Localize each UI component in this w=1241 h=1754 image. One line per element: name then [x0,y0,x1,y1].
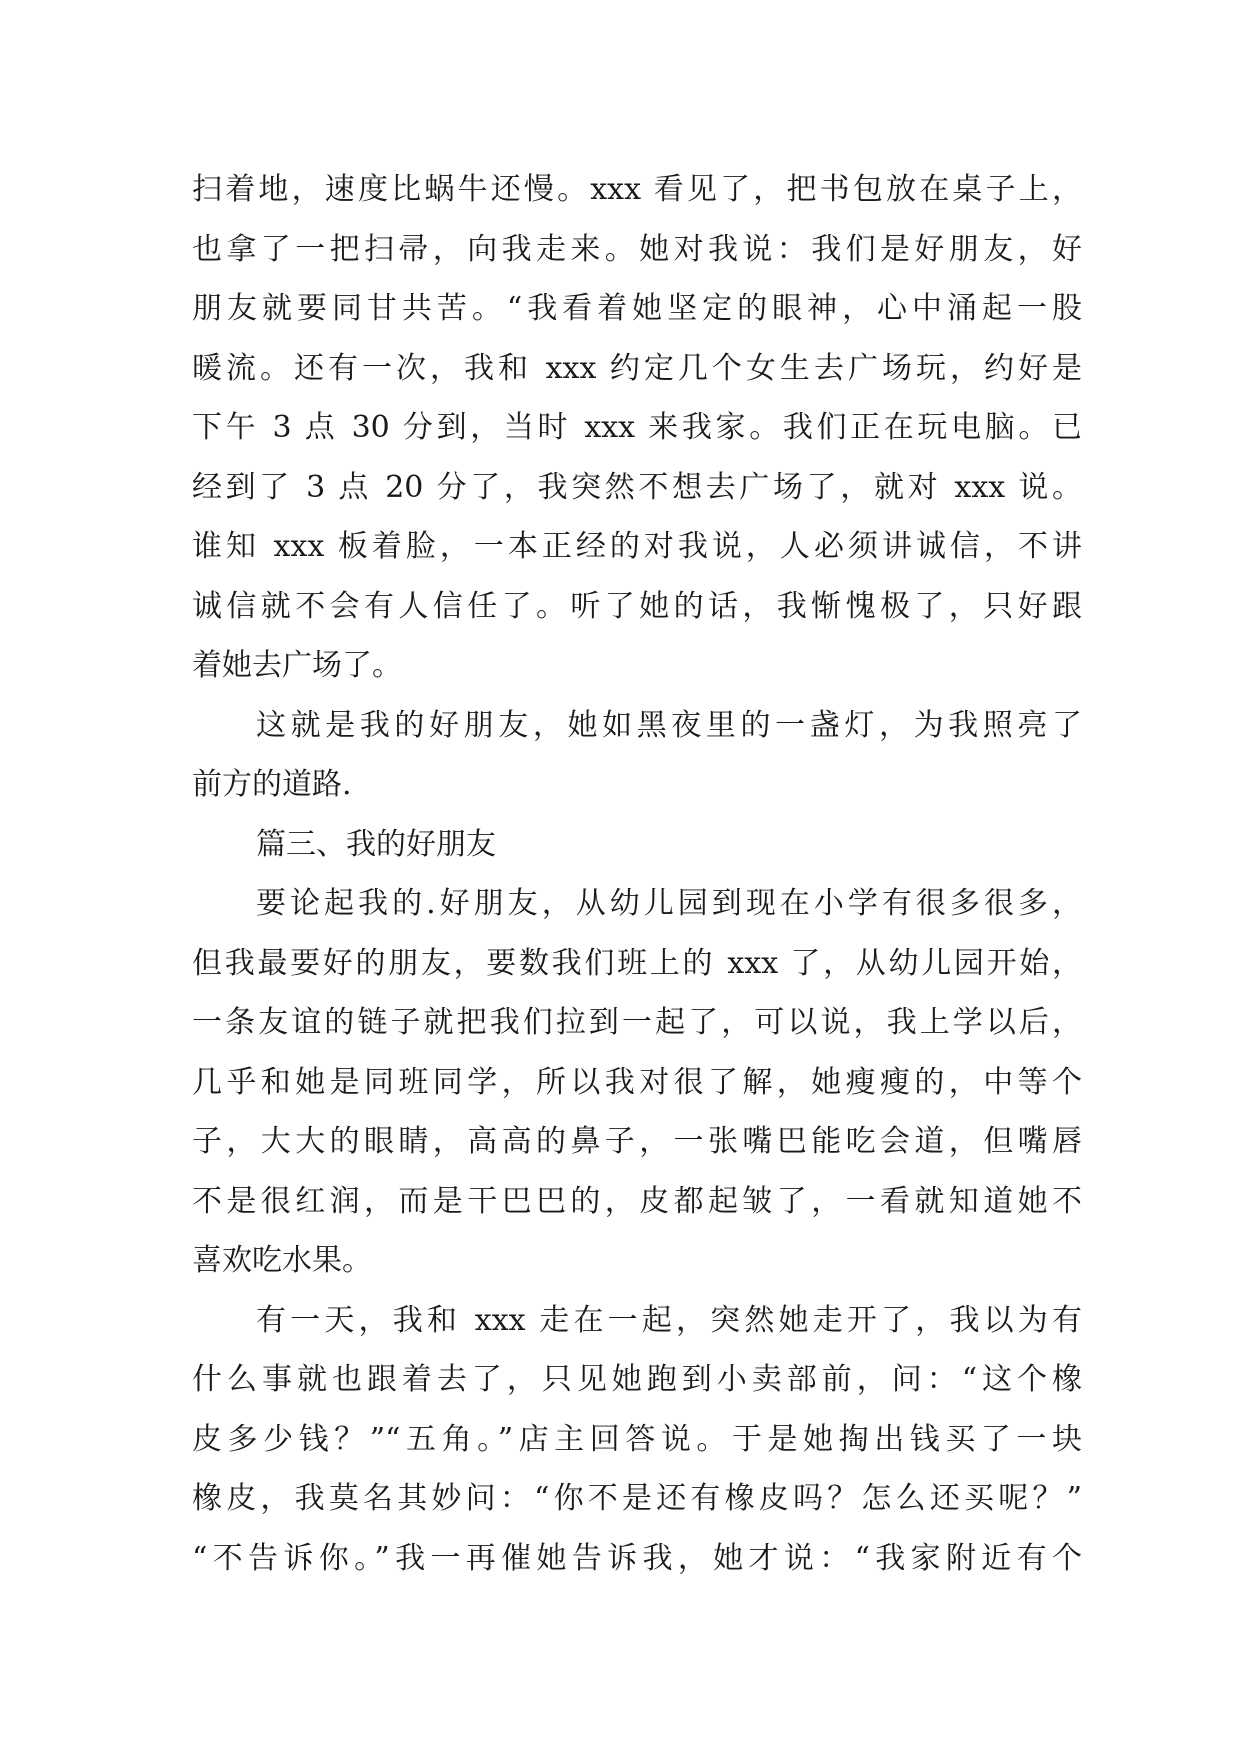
text-line: 下午 3 点 30 分到，当时 xxx 来我家。我们正在玩电脑。已 [192,410,1082,445]
text-line: 子，大大的眼睛，高高的鼻子，一张嘴巴能吃会道，但嘴唇 [192,1124,1082,1159]
text-line: 一条友谊的链子就把我们拉到一起了，可以说，我上学以后， [192,1005,1082,1040]
text-line: 皮多少钱？”“五角。”店主回答说。于是她掏出钱买了一块 [192,1421,1082,1457]
text-line: “不告诉你。”我一再催她告诉我，她才说：“我家附近有个 [192,1540,1082,1576]
text-line: 扫着地，速度比蜗牛还慢。xxx 看见了，把书包放在桌子上， [192,172,1082,207]
text-line: 暖流。还有一次，我和 xxx 约定几个女生去广场玩，约好是 [192,350,1082,386]
text-line: 几乎和她是同班同学，所以我对很了解，她瘦瘦的，中等个 [192,1064,1082,1100]
text-line: 橡皮，我莫名其妙问：“你不是还有橡皮吗？怎么还买呢？” [192,1481,1082,1516]
text-line: 经到了 3 点 20 分了，我突然不想去广场了，就对 xxx 说。 [192,469,1082,505]
text-line: 前方的道路. [192,767,352,802]
text-line: 也拿了一把扫帚，向我走来。她对我说：我们是好朋友，好 [192,231,1082,267]
text-line: 不是很红润，而是干巴巴的，皮都起皱了，一看就知道她不 [192,1183,1082,1219]
text-line: 但我最要好的朋友，要数我们班上的 xxx 了，从幼儿园开始， [192,945,1082,981]
text-line: 篇三、我的好朋友 [256,826,496,862]
text-line: 朋友就要同甘共苦。“我看着她坚定的眼神，心中涌起一股 [192,291,1082,326]
text-line: 喜欢吃水果。 [192,1243,372,1278]
text-line: 谁知 xxx 板着脸，一本正经的对我说，人必须讲诚信，不讲 [192,529,1082,564]
text-line: 诚信就不会有人信任了。听了她的话，我惭愧极了，只好跟 [192,588,1082,624]
text-line: 要论起我的.好朋友，从幼儿园到现在小学有很多很多， [256,886,1082,921]
text-line: 有一天，我和 xxx 走在一起，突然她走开了，我以为有 [256,1302,1082,1338]
body-text [192,160,1082,1588]
text-line: 什么事就也跟着去了，只见她跑到小卖部前，问：“这个橡 [192,1362,1082,1397]
text-line: 这就是我的好朋友，她如黑夜里的一盏灯，为我照亮了 [256,707,1082,743]
text-line: 着她去广场了。 [192,648,402,683]
